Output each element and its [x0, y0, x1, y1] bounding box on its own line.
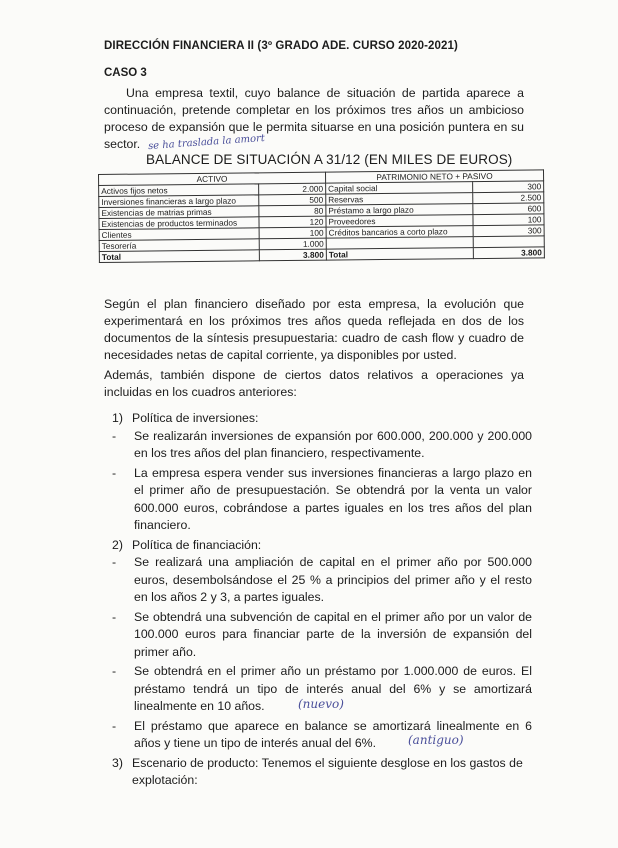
balance-table: [98, 169, 545, 263]
case-label: CASO 3: [104, 67, 147, 79]
a-value-cell: 80: [259, 205, 326, 217]
handwritten-note: se ha traslada la amort: [147, 132, 266, 153]
section-heading: [112, 755, 532, 790]
a-label-cell: Tesorería: [99, 239, 259, 252]
a-label-cell: Existencias de matrias primas: [99, 206, 259, 219]
section-number: 3): [112, 755, 123, 770]
list-item: [112, 609, 532, 662]
list-item-text: La empresa espera vender sus inversiones financieras a largo plazo en el primer año de presupuestación. Se obtendrá por la venta un valor 600.000 euros, cobrándose a partes iguales en los tres años del plan financiero.: [134, 465, 532, 532]
p-label-cell: Créditos bancarios a corto plazo: [326, 226, 473, 239]
dash-bullet: -: [112, 609, 117, 624]
total-pasivo: 3.800: [473, 247, 544, 259]
list-item: [112, 554, 532, 607]
sections-list: [112, 410, 532, 790]
a-value-cell: 2.000: [259, 183, 326, 195]
activo-header: ACTIVO: [99, 172, 326, 185]
a-label-cell: Clientes: [99, 228, 259, 241]
a-label-cell: Existencias de productos terminados: [99, 217, 259, 230]
section-title: Política de inversiones:: [132, 411, 259, 425]
a-value-cell: 1.000: [259, 238, 326, 250]
handwritten-note-nuevo: (nuevo): [298, 697, 344, 711]
handwritten-note-antiguo: (antiguo): [408, 733, 464, 747]
list-item: [112, 465, 532, 535]
p-label-cell: Préstamo a largo plazo: [326, 204, 473, 217]
list-item-text: Se obtendrá en el primer año un préstamo por 1.000.000 de euros. El préstamo tendrá un tipo de interés anual del 6% y se amortizará linealmente en 10 años.: [134, 664, 532, 713]
list-item-text: El préstamo que aparece en balance se amortizará linealmente en 6 años y tiene un tipo de interés anual del 6%.: [134, 718, 532, 750]
p-value-cell: 2.500: [472, 192, 543, 204]
p-label-cell: Reservas: [326, 193, 473, 206]
p-label-cell: Proveedores: [326, 215, 473, 228]
intro-paragraph: Una empresa textil, cuyo balance de situación de partida aparece a continuación, pretende completar en los próximos tres años un ambicioso proceso de expansión que le permita situarse en una posición puntera en su sector.: [104, 86, 524, 151]
total-label: Total: [99, 250, 259, 263]
list-item-text: Se realizará una ampliación de capital en el primer año por 500.000 euros, desembolsándose el 25 % a principios del primer año y el resto en los años 2 y 3, a partes iguales.: [134, 555, 532, 604]
section-title: Escenario de producto: Tenemos el siguiente desglose en los gastos de explotación:: [132, 755, 523, 787]
plan-paragraph: Según el plan financiero diseñado por esta empresa, la evolución que experimentará en los próximos tres años queda reflejada en dos de los documentos de la síntesis presupuestaria: cuadro de cash flow y cuadro de necesidades netas de capital corriente, ya disponibles por usted.: [104, 297, 524, 362]
section-heading: [112, 410, 532, 428]
dash-bullet: -: [112, 664, 117, 678]
section-title: Política de financiación:: [132, 537, 262, 552]
p-value-cell: 100: [473, 214, 544, 226]
p-value-cell: 300: [472, 181, 543, 193]
dash-bullet: -: [112, 555, 117, 569]
p-value-cell: 600: [473, 203, 544, 215]
document-title: DIRECCIÓN FINANCIERA II (3º GRADO ADE. CURSO 2020-2021): [104, 40, 458, 52]
list-item-text: Se obtendrá una subvención de capital en el primer año por un valor de 100.000 euros para financiar parte de la inversión de expansión del primer año.: [134, 609, 532, 659]
balance-title: BALANCE DE SITUACIÓN A 31/12 (EN MILES DE EUROS): [146, 152, 513, 167]
total-activo: 3.800: [259, 249, 326, 261]
a-value-cell: 100: [259, 227, 326, 239]
a-value-cell: 120: [259, 216, 326, 228]
list-item-text: Se realizarán inversiones de expansión por 600.000, 200.000 y 200.000 en los tres años del plan financiero, respectivamente.: [134, 428, 532, 460]
p-value-cell: [473, 236, 544, 248]
list-item: [112, 718, 532, 753]
dash-bullet: -: [112, 428, 117, 443]
data-paragraph: Además, también dispone de ciertos datos relativos a operaciones ya incluidas en los cuadros anteriores:: [104, 368, 524, 399]
a-value-cell: 500: [259, 194, 326, 206]
total-label: Total: [326, 248, 473, 261]
a-label-cell: Inversiones financieras a largo plazo: [99, 195, 259, 208]
p-value-cell: 300: [473, 225, 544, 237]
section-number: 1): [112, 411, 123, 425]
dash-bullet: -: [112, 718, 117, 733]
list-item: [112, 428, 532, 463]
dash-bullet: -: [112, 465, 117, 480]
p-label-cell: Capital social: [326, 182, 473, 195]
section-heading: [112, 537, 532, 555]
a-label-cell: Activos fijos netos: [99, 184, 259, 197]
section-number: 2): [112, 537, 123, 552]
pasivo-header: PATRIMONIO NETO + PASIVO: [325, 170, 543, 183]
